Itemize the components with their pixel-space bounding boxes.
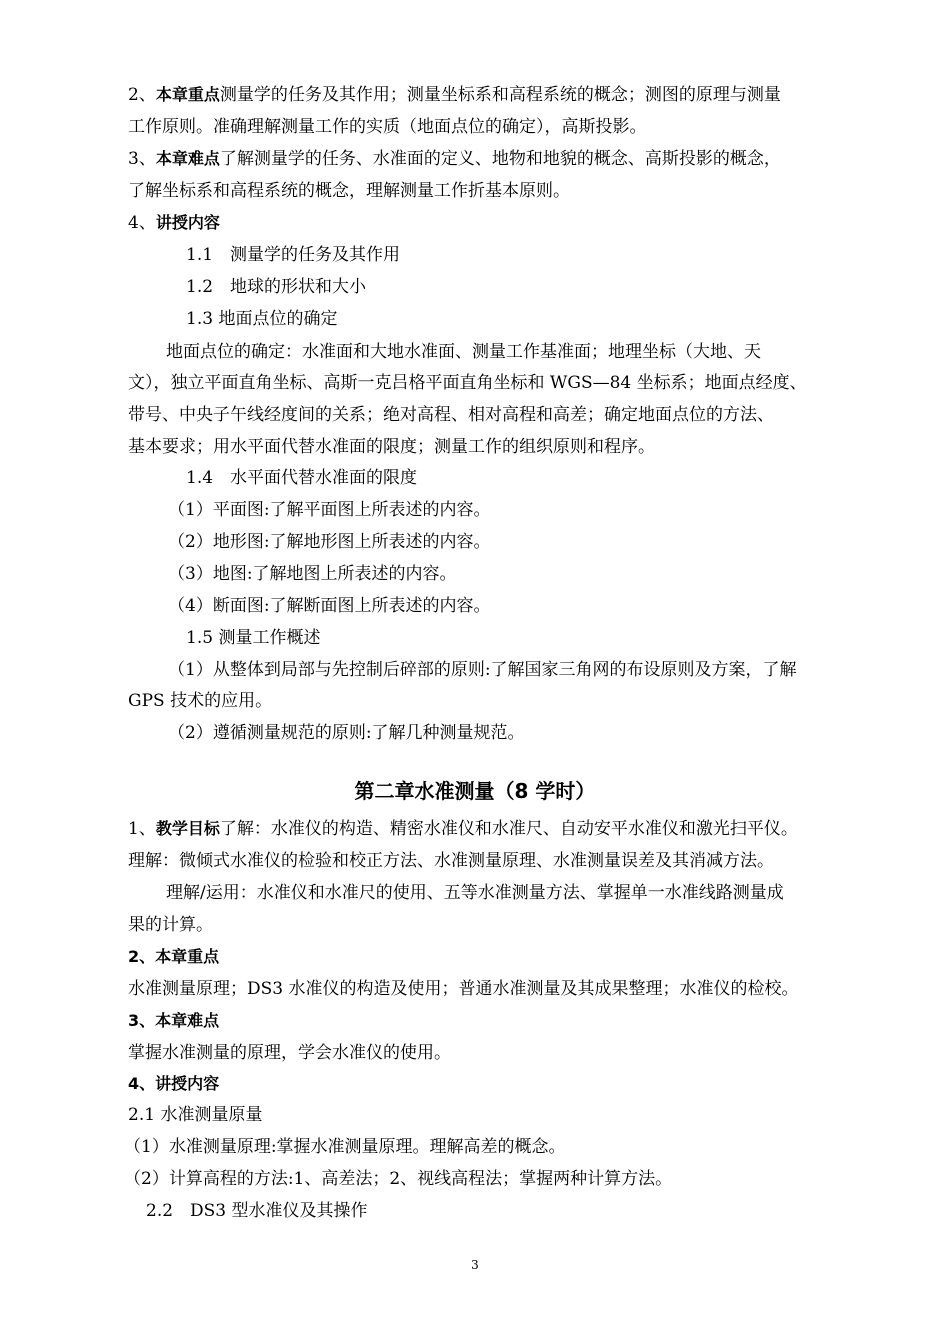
key-points-paragraph: 2、本章重点测量学的任务及其作用；测量坐标系和高程系统的概念；测图的原理与测量 bbox=[128, 85, 781, 105]
list-item: （1）水准测量原理:掌握水准测量原理。理解高差的概念。 bbox=[124, 1137, 566, 1157]
objectives-line2: 理解：微倾式水准仪的检验和校正方法、水准测量原理、水准测量误差及其消减方法。 bbox=[128, 851, 774, 871]
chapter-title: 第二章水准测量（8 学时） bbox=[354, 779, 596, 803]
objectives-paragraph: 1、教学目标了解：水准仪的构造、精密水准仪和水准尺、自动安平水准仪和激光扫平仪。 bbox=[128, 819, 798, 839]
section-1-3-body-line4: 基本要求；用水平面代替水准面的限度；测量工作的组织原则和程序。 bbox=[128, 437, 655, 457]
list-item-continuation: GPS 技术的应用。 bbox=[128, 691, 273, 711]
key-points-label: 本章重点 bbox=[155, 85, 220, 104]
section-1-3-body-line3: 带号、中央子午线经度间的关系；绝对高程、相对高程和高差；确定地面点位的方法、 bbox=[128, 405, 774, 425]
content-heading: 4、讲授内容 bbox=[128, 213, 220, 233]
difficulties-label: 本章难点 bbox=[155, 149, 220, 168]
key-points-body: 水准测量原理；DS3 水准仪的构造及使用；普通水准测量及其成果整理；水准仪的检校。 bbox=[128, 979, 799, 999]
objectives-line3: 理解/运用：水准仪和水准尺的使用、五等水准测量方法、掌握单一水准线路测量成 bbox=[166, 883, 784, 903]
list-item: （4）断面图:了解断面图上所表述的内容。 bbox=[168, 596, 491, 616]
page-number: 3 bbox=[471, 1258, 479, 1272]
section-1-1: 1.1 测量学的任务及其作用 bbox=[186, 245, 401, 265]
difficulties-heading: 3、本章难点 bbox=[128, 1011, 220, 1030]
section-1-3: 1.3 地面点位的确定 bbox=[186, 309, 338, 329]
section-1-3-body-line2: 文），独立平面直角坐标、高斯一克吕格平面直角坐标和 WGS—84 坐标系；地面点经度、 bbox=[128, 373, 807, 393]
list-item: （3）地图:了解地图上所表述的内容。 bbox=[168, 564, 457, 584]
list-item: （2）地形图:了解地形图上所表述的内容。 bbox=[168, 532, 491, 552]
section-1-5: 1.5 测量工作概述 bbox=[186, 628, 321, 648]
section-2-1: 2.1 水准测量原量 bbox=[128, 1105, 263, 1125]
difficulties-paragraph: 3、本章难点了解测量学的任务、水准面的定义、地物和地貌的概念、高斯投影的概念， bbox=[128, 149, 781, 169]
key-points-line2: 工作原则。准确理解测量工作的实质（地面点位的确定），高斯投影。 bbox=[128, 117, 647, 137]
list-item: （2）计算高程的方法:1、高差法；2、视线高程法；掌握两种计算方法。 bbox=[124, 1169, 673, 1189]
content-heading: 4、讲授内容 bbox=[128, 1074, 220, 1093]
list-item: （1）平面图:了解平面图上所表述的内容。 bbox=[168, 500, 491, 520]
objectives-line4: 果的计算。 bbox=[128, 915, 213, 935]
difficulties-body: 掌握水准测量的原理，学会水准仪的使用。 bbox=[128, 1043, 451, 1063]
list-item: （2）遵循测量规范的原则:了解几种测量规范。 bbox=[168, 723, 525, 743]
section-1-4: 1.4 水平面代替水准面的限度 bbox=[186, 468, 418, 488]
objectives-label: 教学目标 bbox=[155, 819, 220, 838]
key-points-heading: 2、本章重点 bbox=[128, 947, 220, 966]
section-2-2: 2.2 DS3 型水准仪及其操作 bbox=[146, 1201, 368, 1221]
list-item: （1）从整体到局部与先控制后碎部的原则:了解国家三角网的布设原则及方案，了解 bbox=[168, 660, 797, 680]
section-1-2: 1.2 地球的形状和大小 bbox=[186, 277, 367, 297]
difficulties-line2: 了解坐标系和高程系统的概念，理解测量工作折基本原则。 bbox=[128, 181, 570, 201]
section-1-3-body-line1: 地面点位的确定：水准面和大地水准面、测量工作基准面；地理坐标（大地、天 bbox=[166, 342, 761, 362]
